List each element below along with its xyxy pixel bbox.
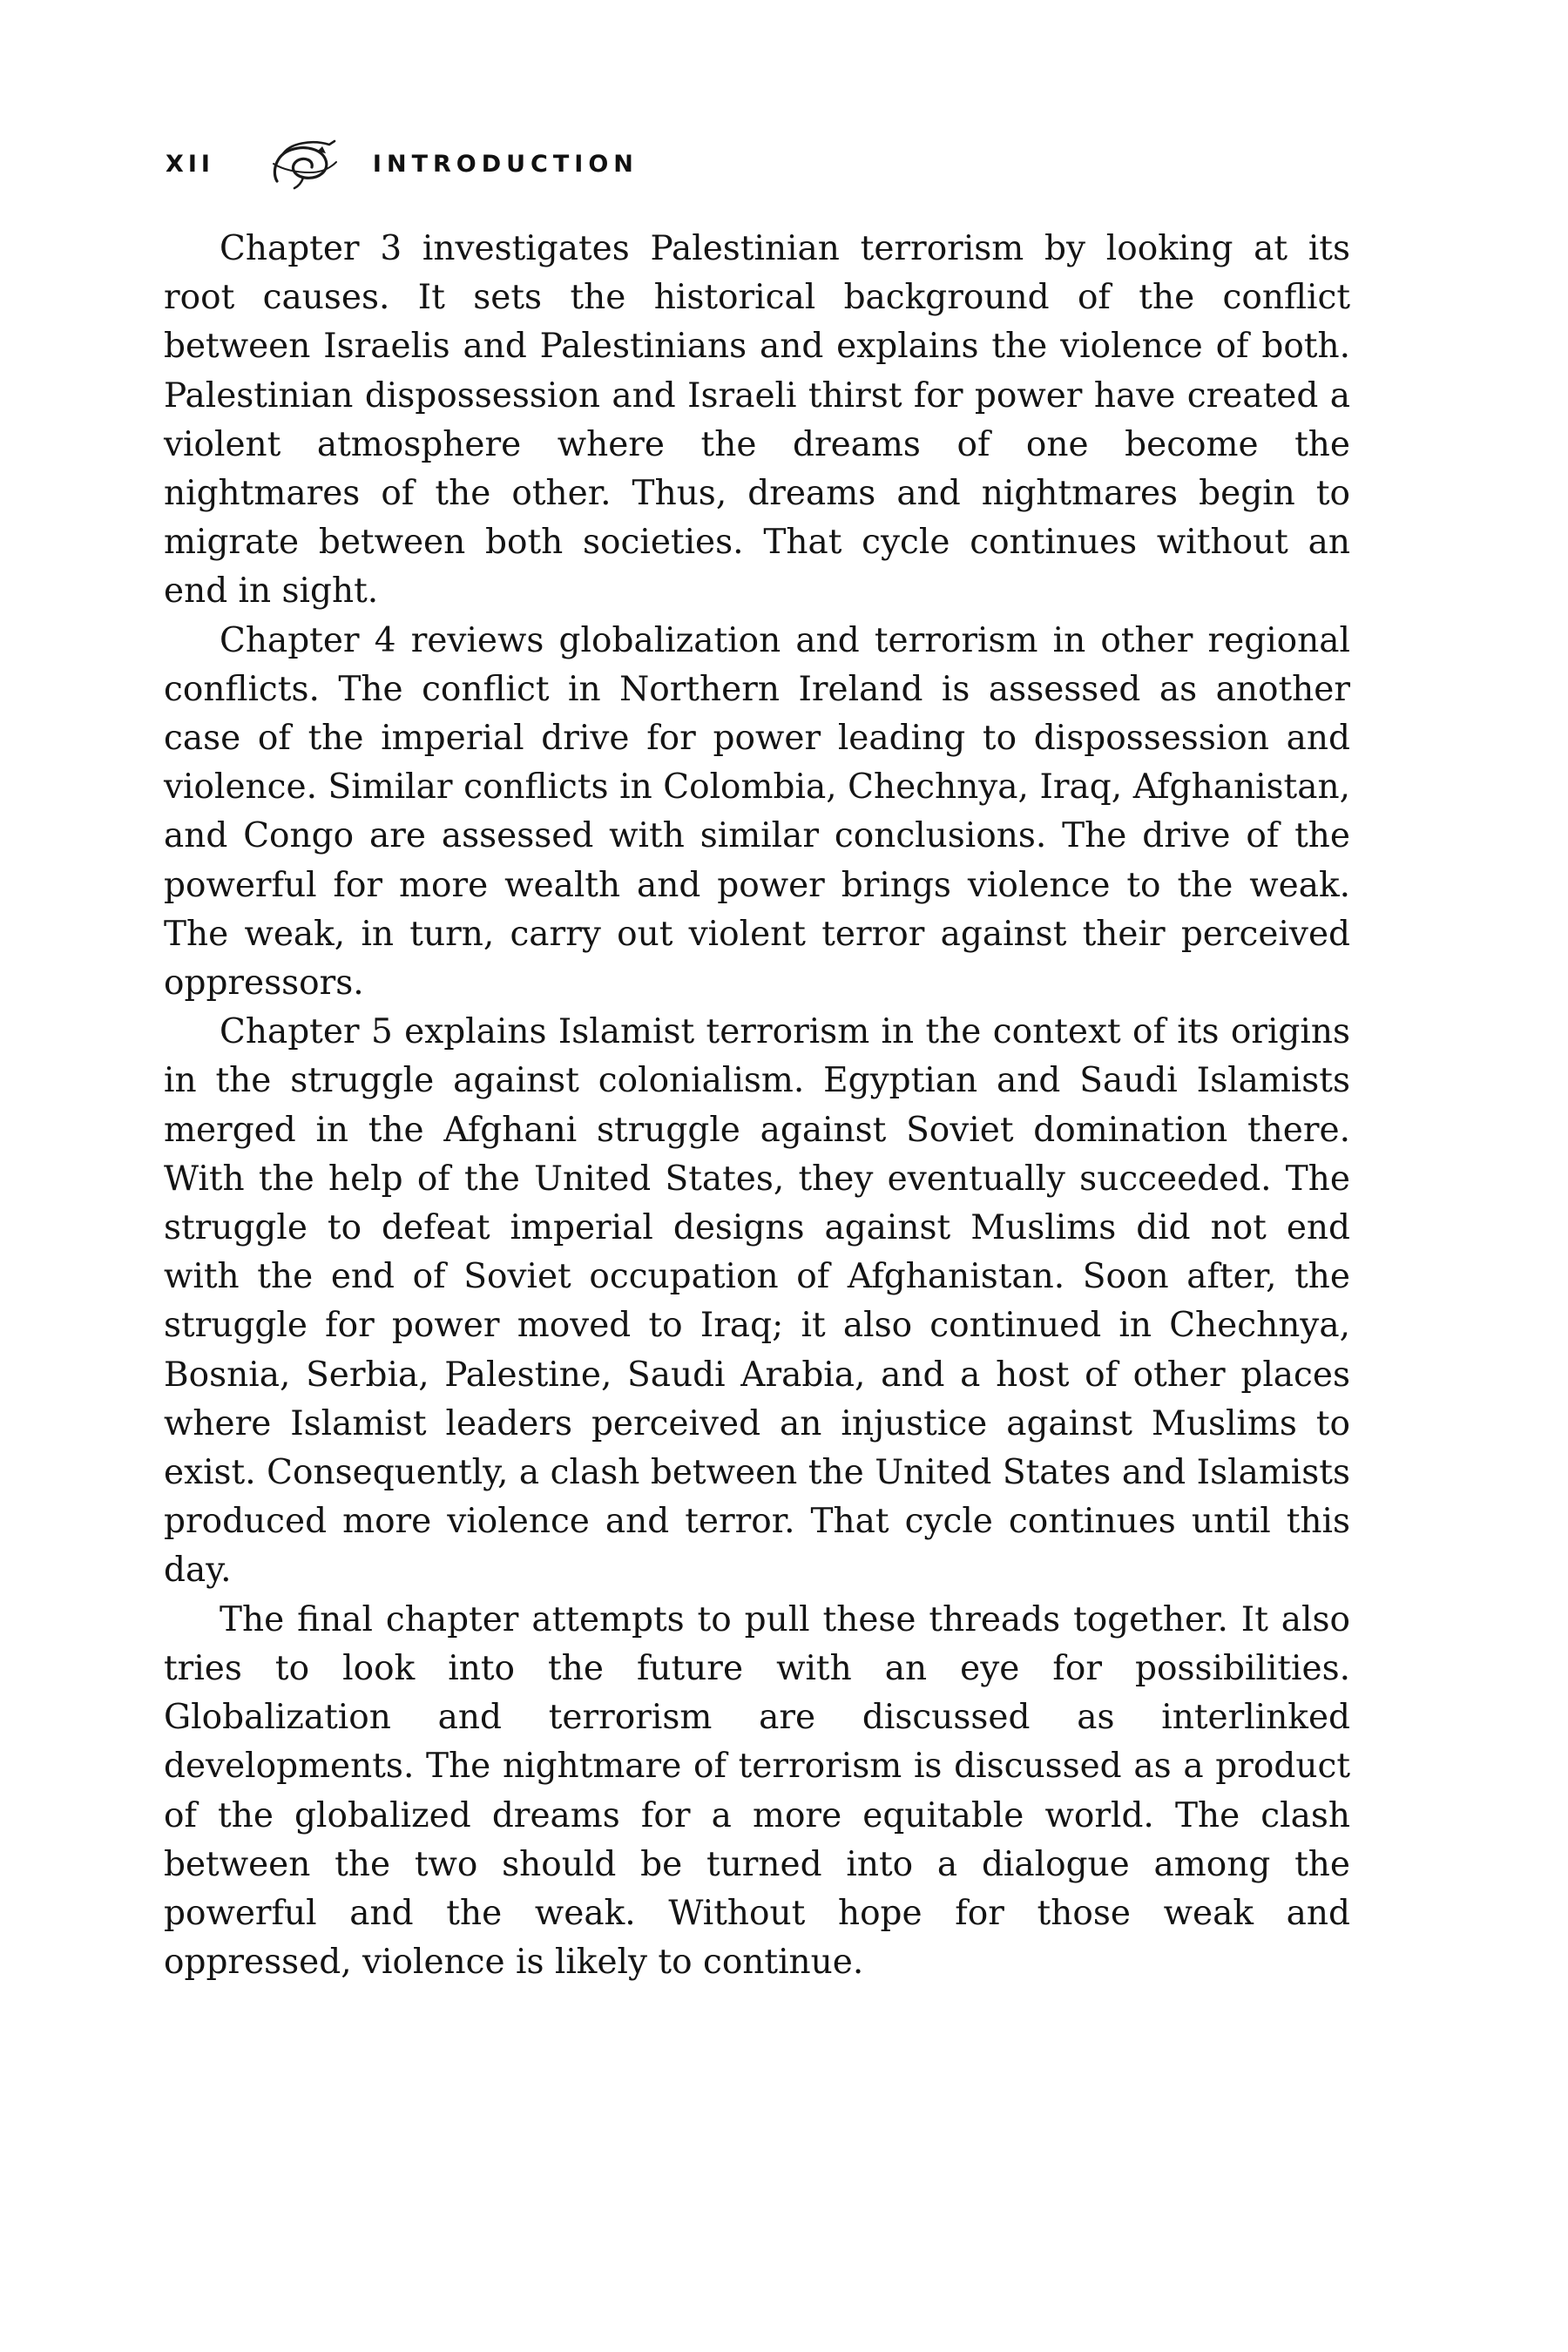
paragraph-chapter-5: Chapter 5 explains Islamist terrorism in the context of its origins in the struggle against colonialism. Egyptian and Saudi Islamists merged in the Afghani struggle against Soviet domination there. With the help of the United States, they eventually succeeded. The struggle to defeat imperial designs against Muslims did not end with the end of Soviet occupation of Afghanistan. Soon after, the struggle for power moved to Iraq; it also continued in Chechnya, Bosnia, Serbia, Palestine, Saudi Arabia, and a host of other places where Islamist leaders perceived an injustice against Muslims to exist. Consequently, a clash between the United States and Islamists produced more violence and terror. That cycle continues until this day. [164, 1012, 1350, 1591]
paragraph-final-chapter: The final chapter attempts to pull these threads together. It also tries to look into the future with an eye for possibilities. Globalization and terrorism are discussed as interlinked developments. The nightmare of terrorism is discussed as a product of the globalized dreams for a more equitable world. The clash between the two should be turned into a dialogue among the powerful and the weak. Without hope for those weak and oppressed, violence is likely to continue. [164, 1599, 1350, 1983]
paragraph-chapter-4: Chapter 4 reviews globalization and terrorism in other regional conflicts. The conflict in Northern Ireland is assessed as another case of the imperial drive for power leading to dispossession and violence. Similar conflicts in Colombia, Chechnya, Iraq, Afghanistan, and Congo are assessed with similar conclusions. The drive of the powerful for more wealth and power brings violence to the weak. The weak, in turn, carry out violent terror against their perceived oppressors. [164, 620, 1350, 1004]
body-text [164, 225, 1350, 1987]
paragraph-chapter-3: Chapter 3 investigates Palestinian terrorism by looking at its root causes. It sets the historical background of the conflict between Israelis and Palestinians and explains the violence of both. Palestinian dispossession and Israeli thirst for power have created a violent atmosphere where the dreams of one become the nightmares of the other. Thus, dreams and nightmares begin to migrate between both societies. That cycle continues without an end in sight. [164, 229, 1350, 612]
swirl-ornament-icon [265, 138, 338, 190]
running-head [166, 138, 639, 190]
running-title: INTRODUCTION [372, 150, 639, 178]
page-number: XII [166, 150, 214, 178]
